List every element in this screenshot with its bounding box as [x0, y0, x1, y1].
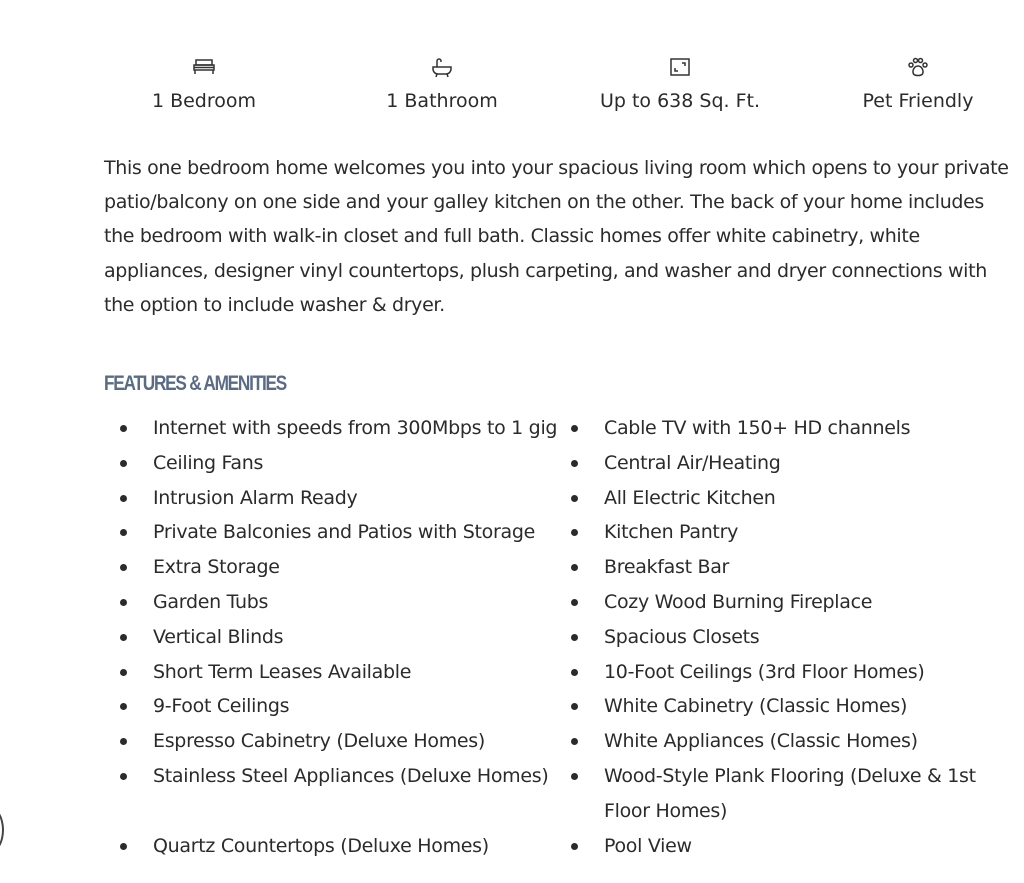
feature-label: Breakfast Bar [604, 556, 730, 579]
bullet-icon [120, 564, 127, 571]
feature-label: Espresso Cabinetry (Deluxe Homes) [153, 730, 485, 753]
feature-label: Quartz Countertops (Deluxe Homes) [153, 834, 489, 857]
stat-pets [798, 56, 1024, 112]
features-list-left [120, 411, 570, 863]
feature-item [120, 655, 570, 690]
bullet-icon [120, 703, 127, 710]
stat-square-feet [560, 56, 800, 112]
bullet-icon [120, 669, 127, 676]
unit-description: This one bedroom home welcomes you into your spacious living room which opens to your private patio/balcony on one side and your galley kitchen on the other. The back of your home includes the bedroom with walk-in closet and full bath. Classic homes offer white cabinetry, white appliances, designer vinyl countertops, plush carpeting, and washer and dryer connections with the option to include washer & dryer. [104, 157, 1009, 316]
bullet-icon [571, 669, 578, 676]
stat-label: Up to 638 Sq. Ft. [599, 90, 761, 112]
stat-label: 1 Bedroom [151, 90, 257, 112]
stat-label: 1 Bathroom [386, 90, 498, 112]
bullet-icon [571, 460, 578, 467]
stat-bathrooms [322, 56, 562, 112]
bullet-icon [571, 634, 578, 641]
feature-item [120, 446, 570, 481]
feature-item [571, 411, 1011, 446]
bullet-icon [120, 529, 127, 536]
feature-item [120, 829, 570, 864]
bed-icon [192, 56, 216, 78]
bullet-icon [571, 843, 578, 850]
feature-item [120, 550, 570, 585]
feature-label: Short Term Leases Available [153, 660, 412, 683]
feature-label: White Appliances (Classic Homes) [604, 730, 918, 753]
feature-label: Wood-Style Plank Flooring (Deluxe & 1st Floor Homes) [604, 764, 976, 822]
feature-label: Central Air/Heating [604, 451, 781, 474]
feature-item [571, 655, 1011, 690]
feature-item [120, 411, 570, 446]
feature-item [120, 515, 570, 550]
bullet-icon [120, 495, 127, 502]
feature-item [120, 759, 570, 794]
feature-label: Ceiling Fans [153, 451, 264, 474]
bullet-icon [120, 460, 127, 467]
feature-label: Cozy Wood Burning Fireplace [604, 590, 873, 613]
features-list-right [571, 411, 1011, 863]
unit-stats [84, 56, 1024, 120]
bullet-icon [120, 738, 127, 745]
features-heading: FEATURES & AMENITIES [104, 372, 287, 395]
paw-icon [906, 56, 930, 78]
feature-item [120, 620, 570, 655]
feature-label: Vertical Blinds [153, 625, 284, 648]
feature-label: Intrusion Alarm Ready [153, 486, 358, 509]
bullet-icon [571, 773, 578, 780]
feature-label: 10-Foot Ceilings (3rd Floor Homes) [604, 660, 925, 683]
feature-label: Kitchen Pantry [604, 521, 739, 544]
bullet-icon [571, 425, 578, 432]
bullet-icon [571, 529, 578, 536]
feature-item [571, 689, 1011, 724]
bullet-icon [571, 703, 578, 710]
feature-label: Pool View [604, 834, 692, 857]
feature-label: Stainless Steel Appliances (Deluxe Homes) [153, 764, 549, 787]
bullet-icon [120, 843, 127, 850]
bullet-icon [120, 634, 127, 641]
bathtub-icon [430, 56, 454, 78]
bullet-icon [120, 773, 127, 780]
feature-item [120, 689, 570, 724]
feature-label: Internet with speeds from 300Mbps to 1 gig [153, 417, 558, 439]
feature-item [571, 515, 1011, 550]
feature-item [571, 585, 1011, 620]
bullet-icon [571, 738, 578, 745]
stat-bedrooms [84, 56, 324, 112]
feature-item [571, 446, 1011, 481]
feature-label: 9-Foot Ceilings [153, 695, 290, 718]
carousel-edge-button[interactable] [0, 806, 4, 854]
bullet-icon [571, 599, 578, 606]
feature-item [120, 724, 570, 759]
feature-item [120, 585, 570, 620]
feature-item [571, 481, 1011, 516]
feature-label: Spacious Closets [604, 625, 760, 648]
stat-label: Pet Friendly [862, 90, 974, 112]
feature-label: Private Balconies and Patios with Storage [153, 521, 535, 544]
bullet-icon [120, 425, 127, 432]
feature-item [571, 829, 1011, 864]
feature-label: All Electric Kitchen [604, 486, 776, 509]
bullet-icon [120, 599, 127, 606]
feature-item [571, 759, 1011, 829]
feature-label: White Cabinetry (Classic Homes) [604, 695, 908, 718]
feature-label: Garden Tubs [153, 590, 269, 613]
feature-label: Cable TV with 150+ HD channels [604, 417, 911, 439]
feature-item [571, 620, 1011, 655]
feature-item [120, 481, 570, 516]
feature-item [571, 550, 1011, 585]
bullet-icon [571, 495, 578, 502]
square-footage-icon [668, 56, 692, 78]
feature-item [571, 724, 1011, 759]
bullet-icon [571, 564, 578, 571]
feature-label: Extra Storage [153, 556, 280, 579]
